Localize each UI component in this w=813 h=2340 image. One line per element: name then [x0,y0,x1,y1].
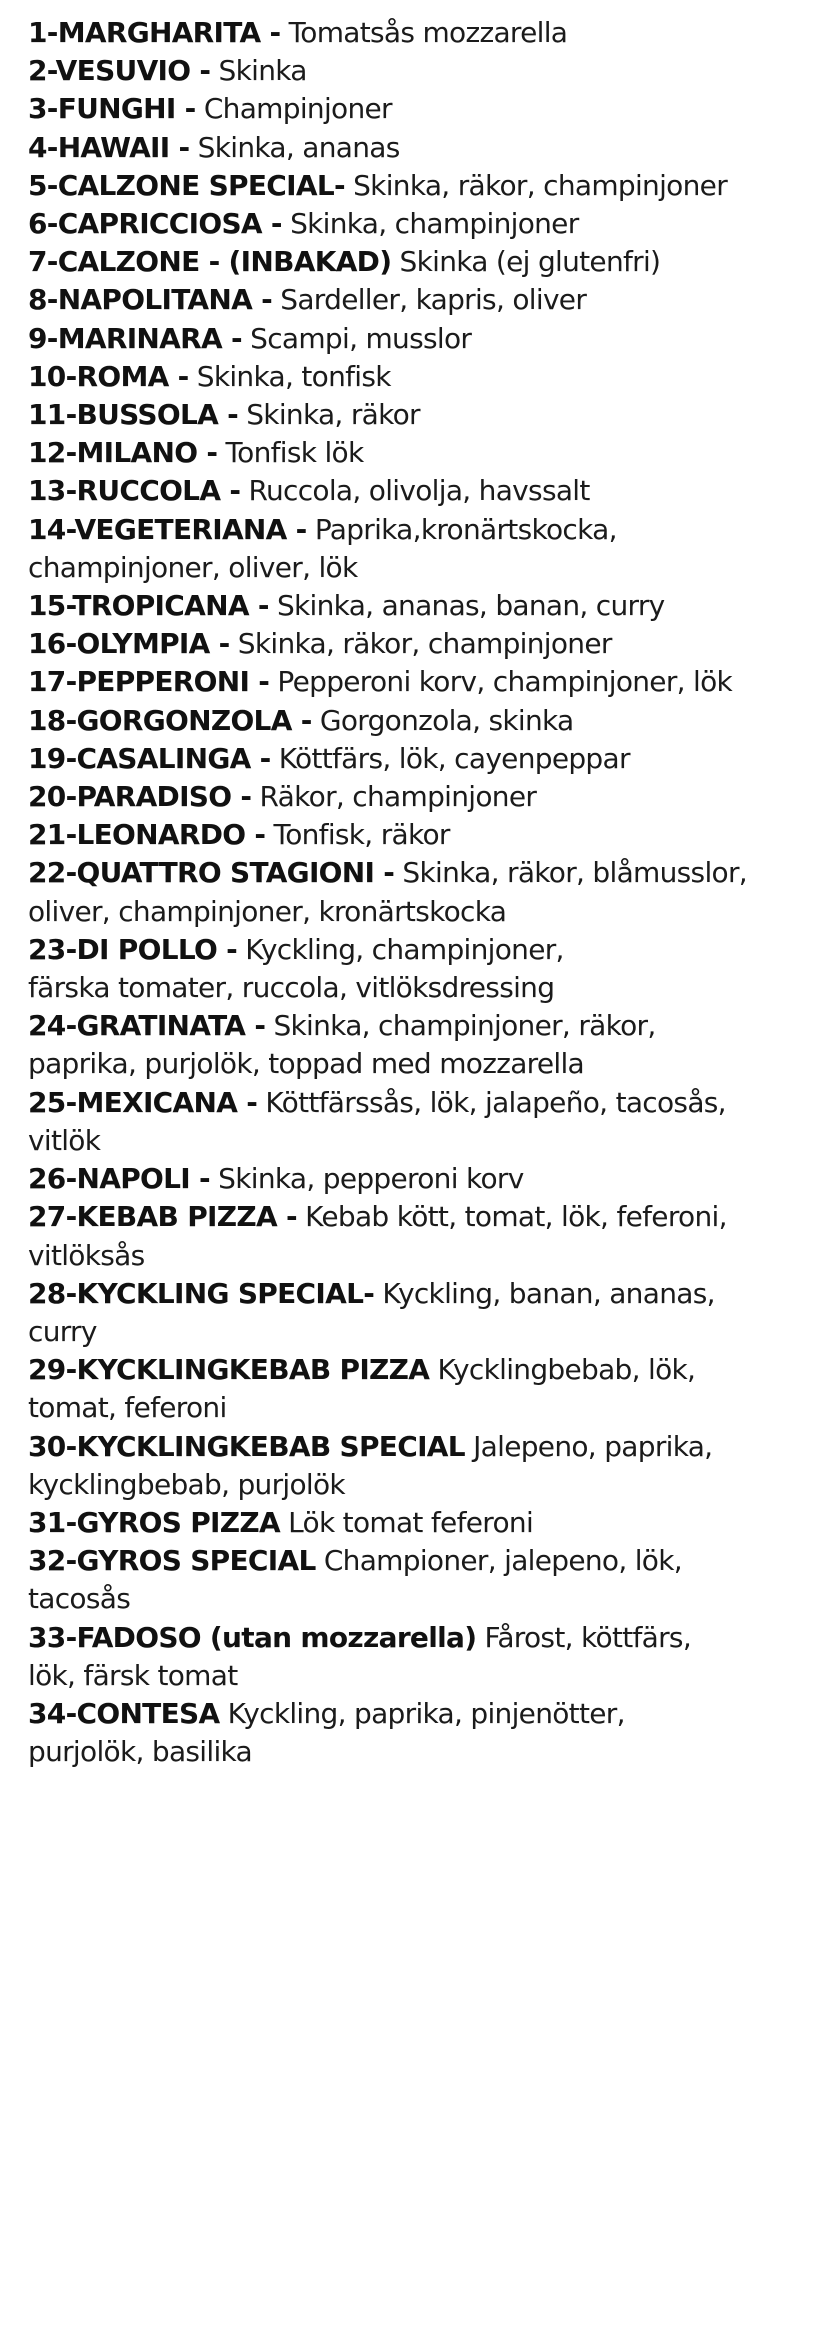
menu-item [28,816,798,854]
menu-item [28,396,798,434]
pizza-name: 7-CALZONE - (INBAKAD) [28,245,392,279]
menu-item [28,358,798,396]
pizza-ingredients-continued: färska tomater, ruccola, vitlöksdressing [28,971,555,1005]
pizza-ingredients-continued: champinjoner, oliver, lök [28,550,358,584]
menu-item [28,740,798,778]
pizza-ingredients-continued: purjolök, basilika [28,1735,253,1769]
menu-item [28,243,798,281]
menu-item [28,625,798,663]
menu-item [28,1619,798,1695]
pizza-name: 21-LEONARDO - [28,818,266,852]
menu-item [28,1198,798,1274]
menu-item [28,778,798,816]
pizza-ingredients: Tonfisk lök [225,436,364,470]
pizza-ingredients: Kyckling, paprika, pinjenötter, [227,1696,625,1730]
pizza-ingredients: Skinka, räkor, champinjoner [237,627,612,661]
pizza-ingredients: Skinka, tonfisk [196,359,391,393]
pizza-name: 26-NAPOLI - [28,1162,210,1196]
menu-item [28,587,798,625]
menu-item [28,129,798,167]
pizza-ingredients: Paprika,kronärtskocka, [314,512,617,546]
pizza-name: 10-ROMA - [28,359,189,393]
pizza-ingredients: Jalepeno, paprika, [473,1429,713,1463]
menu-item [28,1275,798,1351]
menu-item [28,281,798,319]
menu-item [28,472,798,510]
pizza-ingredients-continued: tacosås [28,1582,131,1616]
pizza-ingredients: Champinjoner [203,92,392,126]
pizza-ingredients: Championer, jalepeno, lök, [323,1544,682,1578]
menu-item [28,931,798,1007]
menu-item [28,14,798,52]
menu-item [28,1695,798,1771]
menu-item [28,1504,798,1542]
menu-item [28,1542,798,1618]
pizza-name: 16-OLYMPIA - [28,627,230,661]
pizza-ingredients: Skinka (ej glutenfri) [399,245,661,279]
pizza-name: 8-NAPOLITANA - [28,283,273,317]
pizza-ingredients: Kyckling, champinjoner, [245,932,564,966]
pizza-name: 14-VEGETERIANA - [28,512,307,546]
menu-item [28,854,798,930]
menu-item [28,511,798,587]
pizza-ingredients: Skinka, räkor [246,398,420,432]
pizza-name: 23-DI POLLO - [28,932,238,966]
pizza-name: 25-MEXICANA - [28,1085,258,1119]
menu-item [28,434,798,472]
menu-item [28,1007,798,1083]
pizza-name: 6-CAPRICCIOSA - [28,207,282,241]
pizza-ingredients: Tonfisk, räkor [273,818,450,852]
menu-item [28,90,798,128]
pizza-ingredients-continued: paprika, purjolök, toppad med mozzarella [28,1047,585,1081]
pizza-ingredients: Scampi, musslor [250,321,472,355]
pizza-ingredients: Kebab kött, tomat, lök, feferoni, [305,1200,727,1234]
menu-item [28,1351,798,1427]
pizza-name: 32-GYROS SPECIAL [28,1544,316,1578]
pizza-name: 30-KYCKLINGKEBAB SPECIAL [28,1429,465,1463]
pizza-ingredients: Skinka, räkor, champinjoner [353,168,728,202]
pizza-ingredients: Ruccola, olivolja, havssalt [248,474,590,508]
pizza-ingredients-continued: vitlöksås [28,1238,145,1272]
pizza-ingredients-continued: oliver, champinjoner, kronärtskocka [28,894,507,928]
menu-item [28,663,798,701]
pizza-ingredients: Skinka, ananas [197,130,400,164]
pizza-ingredients-continued: curry [28,1314,97,1348]
pizza-ingredients: Skinka [218,54,307,88]
pizza-name: 22-QUATTRO STAGIONI - [28,856,395,890]
pizza-ingredients: Kyckling, banan, ananas, [382,1276,715,1310]
pizza-ingredients: Köttfärssås, lök, jalapeño, tacosås, [265,1085,726,1119]
pizza-name: 5-CALZONE SPECIAL- [28,168,345,202]
pizza-name: 19-CASALINGA - [28,741,271,775]
pizza-name: 3-FUNGHI - [28,92,196,126]
pizza-name: 2-VESUVIO - [28,54,211,88]
menu-item [28,1428,798,1504]
pizza-name: 31-GYROS PIZZA [28,1505,280,1539]
menu-item [28,167,798,205]
pizza-name: 15-TROPICANA - [28,589,269,623]
pizza-name: 11-BUSSOLA - [28,398,239,432]
pizza-ingredients: Skinka, pepperoni korv [218,1162,524,1196]
pizza-ingredients: Lök tomat feferoni [288,1505,534,1539]
pizza-name: 34-CONTESA [28,1696,220,1730]
pizza-ingredients: Skinka, räkor, blåmusslor, [402,856,747,890]
pizza-name: 9-MARINARA - [28,321,242,355]
pizza-name: 17-PEPPERONI - [28,665,270,699]
pizza-name: 13-RUCCOLA - [28,474,241,508]
menu-item [28,52,798,90]
pizza-ingredients: Tomatsås mozzarella [288,16,568,49]
pizza-ingredients: Skinka, champinjoner, räkor, [273,1009,656,1043]
pizza-ingredients: Kycklingbebab, lök, [437,1353,696,1387]
pizza-name: 29-KYCKLINGKEBAB PIZZA [28,1353,430,1387]
pizza-ingredients: Köttfärs, lök, cayenpeppar [278,741,630,775]
pizza-ingredients: Gorgonzola, skinka [319,703,574,737]
pizza-ingredients-continued: tomat, feferoni [28,1391,227,1425]
pizza-ingredients: Skinka, ananas, banan, curry [276,589,665,623]
pizza-ingredients: Sardeller, kapris, oliver [280,283,587,317]
pizza-ingredients: Räkor, champinjoner [259,780,537,814]
menu-item [28,205,798,243]
pizza-ingredients-continued: vitlök [28,1123,101,1157]
pizza-ingredients: Skinka, champinjoner [290,207,579,241]
pizza-name: 24-GRATINATA - [28,1009,266,1043]
menu-item [28,1084,798,1160]
pizza-name: 18-GORGONZOLA - [28,703,312,737]
pizza-ingredients-continued: kycklingbebab, purjolök [28,1467,345,1501]
menu-item [28,702,798,740]
pizza-name: 20-PARADISO - [28,780,252,814]
pizza-ingredients: Fårost, köttfärs, [484,1620,692,1654]
menu-item [28,1160,798,1198]
pizza-menu-list [28,14,798,1771]
pizza-ingredients-continued: lök, färsk tomat [28,1658,238,1692]
pizza-name: 4-HAWAII - [28,130,190,164]
pizza-name: 27-KEBAB PIZZA - [28,1200,297,1234]
pizza-ingredients: Pepperoni korv, champinjoner, lök [277,665,733,699]
pizza-name: 12-MILANO - [28,436,218,470]
menu-item [28,320,798,358]
pizza-name: 28-KYCKLING SPECIAL- [28,1276,375,1310]
pizza-name: 1-MARGHARITA - [28,16,281,49]
pizza-name: 33-FADOSO (utan mozzarella) [28,1620,477,1654]
